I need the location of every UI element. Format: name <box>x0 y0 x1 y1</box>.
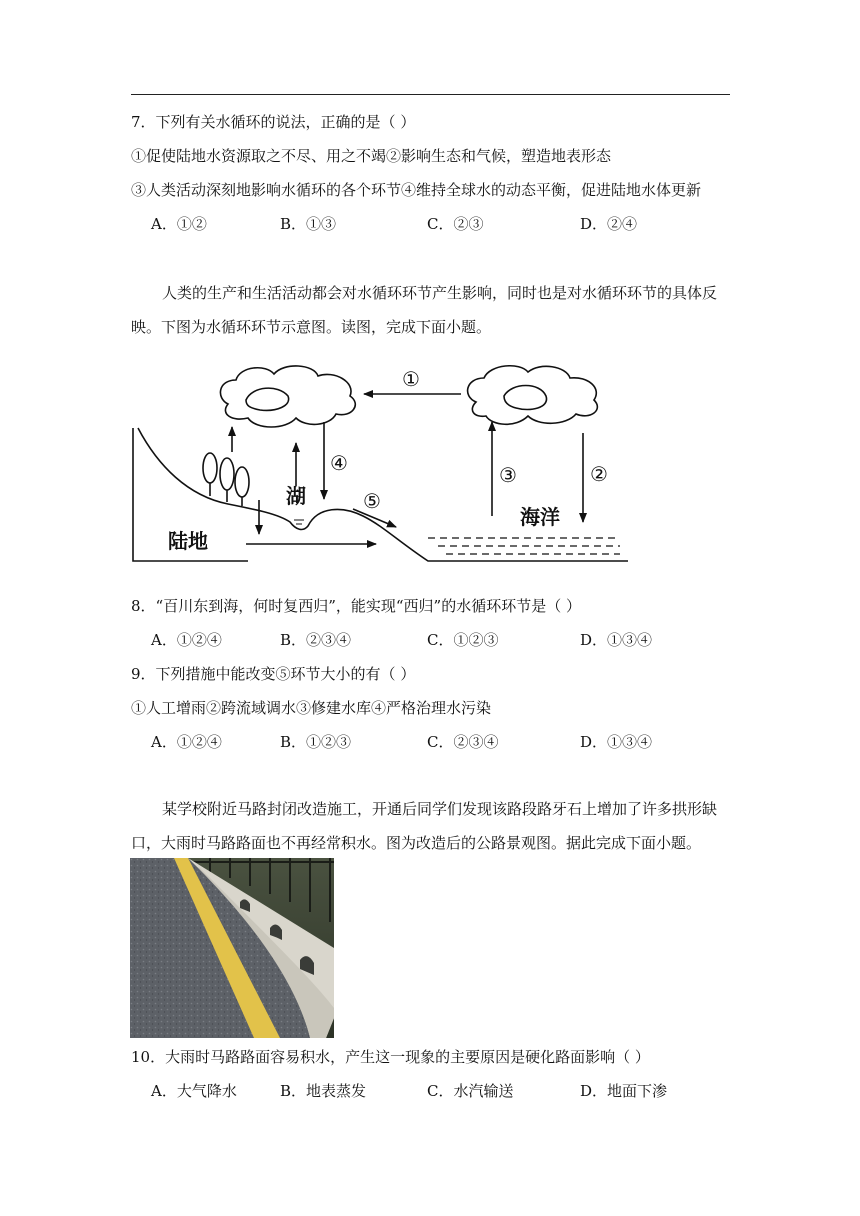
q9-option-b: B．①②③ <box>280 733 352 751</box>
q7-option-a: A．①② <box>151 215 207 233</box>
label-arrow-2: ② <box>590 462 608 486</box>
label-arrow-3: ③ <box>499 463 517 487</box>
q8-option-a: A．①②④ <box>151 631 222 649</box>
label-arrow-1: ① <box>402 367 420 391</box>
q7-option-d: D．②④ <box>580 215 638 233</box>
q9-option-c: C．②③④ <box>427 733 499 751</box>
intro1-line-1: 人类的生产和生活活动都会对水循环环节产生影响，同时也是对水循环环节的具体反 <box>162 284 718 302</box>
q10-stem: 10．大雨时马路路面容易积水，产生这一现象的主要原因是硬化路面影响（ ） <box>131 1048 650 1066</box>
q10-option-a: A．大气降水 <box>151 1082 237 1100</box>
header-rule <box>131 94 730 95</box>
intro2-line-1: 某学校附近马路封闭改造施工，开通后同学们发现该路段路牙石上增加了许多拱形缺 <box>162 800 718 818</box>
land-slope <box>138 428 628 561</box>
water-cycle-diagram <box>128 356 633 571</box>
q7-option-c: C．②③ <box>427 215 484 233</box>
label-arrow-4: ④ <box>330 451 348 475</box>
q10-option-d: D．地面下渗 <box>580 1082 668 1100</box>
q8-option-d: D．①③④ <box>580 631 653 649</box>
road-photo <box>130 858 334 1038</box>
q8-option-b: B．②③④ <box>280 631 352 649</box>
intro2-line-2: 口，大雨时马路路面也不再经常积水。图为改造后的公路景观图。据此完成下面小题。 <box>131 834 702 852</box>
label-arrow-5: ⑤ <box>363 489 381 513</box>
intro1-line-2: 映。下图为水循环环节示意图。读图，完成下面小题。 <box>131 318 492 336</box>
q9-option-d: D．①③④ <box>580 733 653 751</box>
q7-stem: 7．下列有关水循环的说法，正确的是（ ） <box>131 113 416 131</box>
q9-statement-line-1: ①人工增雨②跨流域调水③修建水库④严格治理水污染 <box>131 699 492 717</box>
q7-statement-line-1: ①促使陆地水资源取之不尽、用之不竭②影响生态和气候，塑造地表形态 <box>131 147 612 165</box>
q8-stem: 8．“百川东到海，何时复西归”，能实现“西归”的水循环环节是（ ） <box>131 597 581 615</box>
q7-option-b: B．①③ <box>280 215 337 233</box>
label-lake: 湖 <box>286 484 306 508</box>
right-cloud <box>468 366 598 425</box>
q10-option-b: B．地表蒸发 <box>280 1082 367 1100</box>
q10-option-c: C．水汽输送 <box>427 1082 514 1100</box>
q9-option-a: A．①②④ <box>151 733 222 751</box>
label-land: 陆地 <box>168 529 208 553</box>
label-ocean: 海洋 <box>520 505 560 529</box>
q8-option-c: C．①②③ <box>427 631 499 649</box>
q7-statement-line-2: ③人类活动深刻地影响水循环的各个环节④维持全球水的动态平衡，促进陆地水体更新 <box>131 181 702 199</box>
q9-stem: 9．下列措施中能改变⑤环节大小的有（ ） <box>131 665 416 683</box>
